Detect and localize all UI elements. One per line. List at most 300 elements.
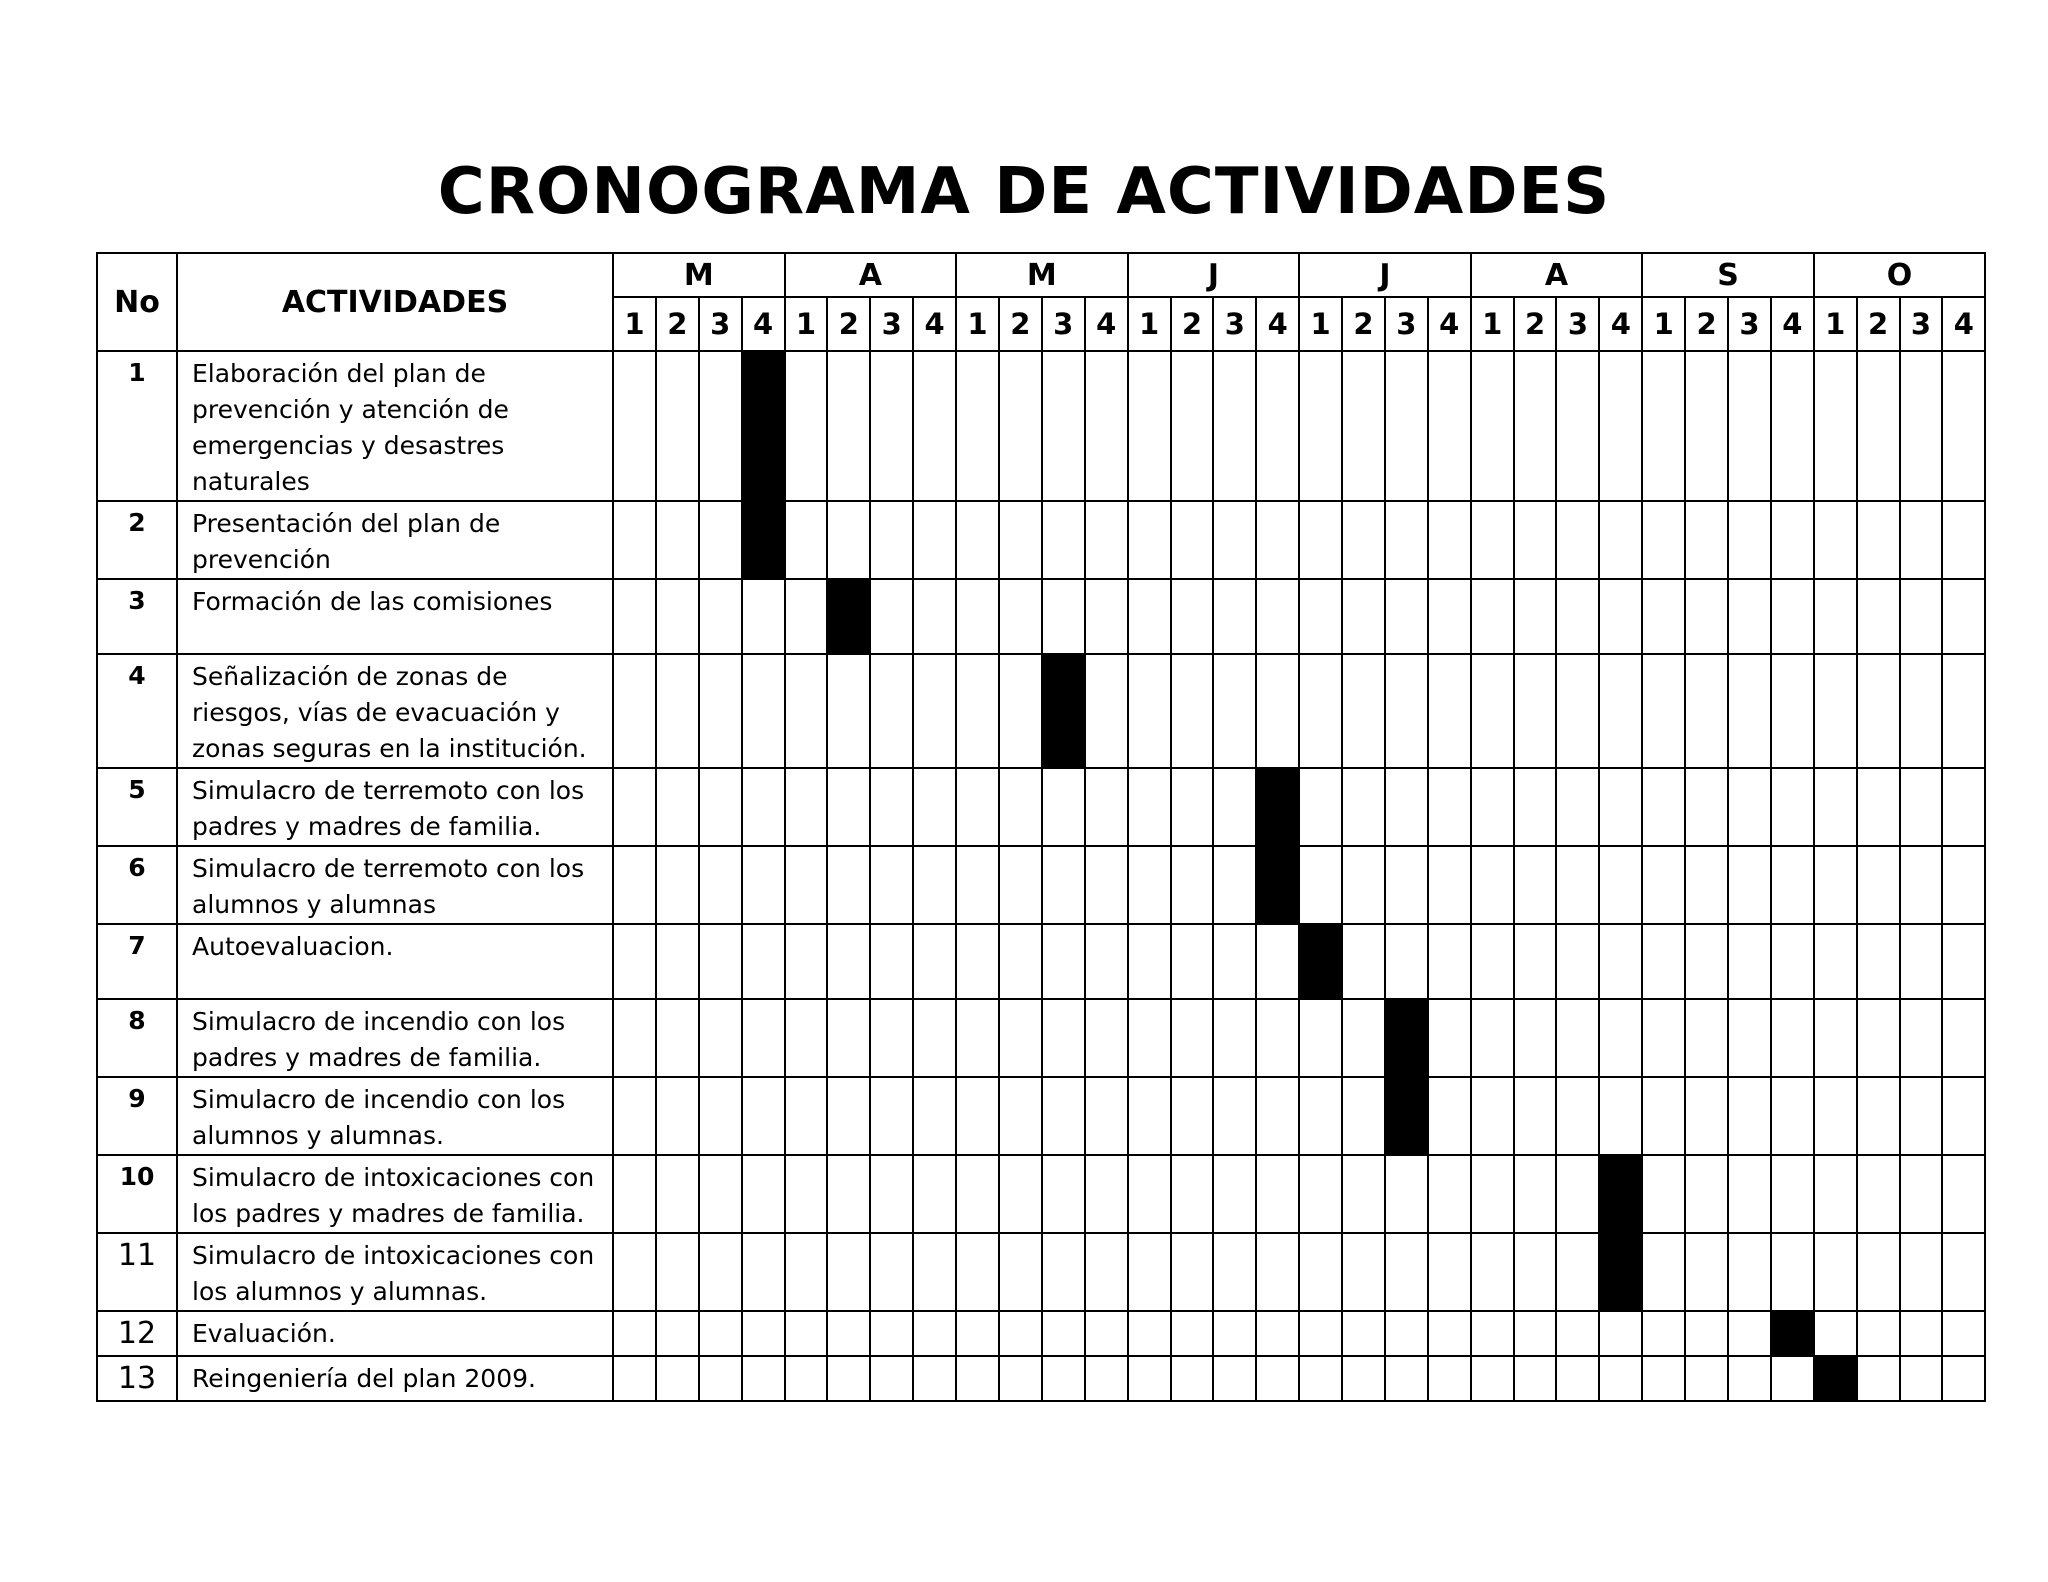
week-cell (785, 999, 828, 1077)
week-cell (1942, 501, 1985, 579)
week-cell (913, 501, 956, 579)
week-cell (1299, 1356, 1342, 1401)
week-cell (1514, 654, 1557, 768)
week-cell (699, 1155, 742, 1233)
week-cell (1385, 1356, 1428, 1401)
week-cell (1085, 501, 1128, 579)
week-cell (1900, 999, 1943, 1077)
week-cell (956, 1233, 999, 1311)
week-cell (1771, 768, 1814, 846)
week-cell (956, 1155, 999, 1233)
week-cell (1556, 999, 1599, 1077)
week-header: 2 (1514, 297, 1557, 351)
week-cell (1642, 768, 1685, 846)
scheduled-week-cell (1814, 1356, 1857, 1401)
week-cell (1428, 924, 1471, 999)
week-cell (913, 1233, 956, 1311)
week-cell (1900, 1356, 1943, 1401)
week-cell (1857, 1356, 1900, 1401)
week-cell (785, 501, 828, 579)
week-cell (1771, 1233, 1814, 1311)
week-cell (1771, 846, 1814, 924)
table-row (97, 924, 1985, 999)
week-cell (1471, 654, 1514, 768)
week-cell (1342, 846, 1385, 924)
week-cell (1342, 999, 1385, 1077)
week-cell (742, 654, 785, 768)
week-cell (999, 924, 1042, 999)
scheduled-week-cell (1299, 924, 1342, 999)
activity-name: Simulacro de terremoto con los padres y madres de familia. (177, 768, 613, 846)
week-cell (1171, 999, 1214, 1077)
week-cell (742, 846, 785, 924)
week-cell (613, 768, 656, 846)
week-cell (827, 501, 870, 579)
week-cell (1085, 768, 1128, 846)
week-cell (613, 1233, 656, 1311)
week-cell (1299, 501, 1342, 579)
week-cell (1857, 351, 1900, 501)
week-cell (613, 846, 656, 924)
week-cell (1814, 351, 1857, 501)
week-cell (1171, 846, 1214, 924)
week-cell (870, 1077, 913, 1155)
week-cell (1171, 579, 1214, 654)
week-cell (1642, 351, 1685, 501)
week-cell (1942, 579, 1985, 654)
week-header: 3 (1900, 297, 1943, 351)
week-cell (1514, 1077, 1557, 1155)
week-header: 3 (1385, 297, 1428, 351)
activity-name: Señalización de zonas de riesgos, vías de evacuación y zonas seguras en la institución. (177, 654, 613, 768)
week-cell (1128, 768, 1171, 846)
scheduled-week-cell (1599, 1155, 1642, 1233)
week-cell (870, 654, 913, 768)
week-cell (1042, 1356, 1085, 1401)
week-header: 2 (1857, 297, 1900, 351)
week-cell (1556, 579, 1599, 654)
week-cell (1900, 1311, 1943, 1356)
activity-name: Simulacro de terremoto con los alumnos y alumnas (177, 846, 613, 924)
week-cell (1514, 768, 1557, 846)
week-cell (1771, 351, 1814, 501)
week-cell (1814, 924, 1857, 999)
week-cell (913, 999, 956, 1077)
week-cell (1471, 351, 1514, 501)
week-cell (1642, 654, 1685, 768)
week-cell (1728, 654, 1771, 768)
week-cell (1642, 999, 1685, 1077)
week-header: 1 (785, 297, 828, 351)
week-cell (1556, 1356, 1599, 1401)
week-cell (827, 1155, 870, 1233)
week-cell (1685, 1311, 1728, 1356)
week-cell (1857, 1233, 1900, 1311)
week-cell (1599, 1311, 1642, 1356)
week-cell (1556, 846, 1599, 924)
week-cell (1599, 999, 1642, 1077)
week-cell (1685, 1155, 1728, 1233)
week-cell (1471, 1233, 1514, 1311)
scheduled-week-cell (742, 351, 785, 501)
week-cell (956, 1077, 999, 1155)
row-number: 11 (97, 1233, 177, 1311)
week-cell (1514, 1155, 1557, 1233)
week-cell (1599, 846, 1642, 924)
week-cell (1428, 1356, 1471, 1401)
week-cell (1299, 846, 1342, 924)
week-cell (870, 501, 913, 579)
week-cell (1385, 501, 1428, 579)
week-cell (1042, 1311, 1085, 1356)
week-cell (1428, 999, 1471, 1077)
week-cell (1514, 351, 1557, 501)
week-cell (656, 1233, 699, 1311)
table-row (97, 654, 1985, 768)
scheduled-week-cell (1599, 1233, 1642, 1311)
week-cell (1299, 1077, 1342, 1155)
week-cell (1428, 1155, 1471, 1233)
week-cell (1685, 654, 1728, 768)
week-header: 1 (1814, 297, 1857, 351)
week-cell (1857, 768, 1900, 846)
week-cell (613, 501, 656, 579)
week-cell (1342, 351, 1385, 501)
table-row (97, 999, 1985, 1077)
scheduled-week-cell (742, 501, 785, 579)
row-number: 3 (97, 579, 177, 654)
week-cell (742, 1356, 785, 1401)
week-cell (1685, 999, 1728, 1077)
week-cell (1299, 351, 1342, 501)
row-number: 13 (97, 1356, 177, 1401)
week-cell (999, 654, 1042, 768)
scheduled-week-cell (1771, 1311, 1814, 1356)
week-cell (1299, 1155, 1342, 1233)
week-cell (827, 1356, 870, 1401)
row-number: 5 (97, 768, 177, 846)
week-cell (656, 1311, 699, 1356)
activity-name: Elaboración del plan de prevención y atención de emergencias y desastres naturales (177, 351, 613, 501)
week-cell (1385, 924, 1428, 999)
week-cell (1171, 654, 1214, 768)
week-cell (656, 351, 699, 501)
table-row (97, 1077, 1985, 1155)
week-cell (613, 1077, 656, 1155)
week-cell (656, 1077, 699, 1155)
week-cell (1256, 1077, 1299, 1155)
week-cell (999, 1356, 1042, 1401)
week-cell (1814, 654, 1857, 768)
week-cell (1042, 846, 1085, 924)
row-number: 7 (97, 924, 177, 999)
no-header: No (97, 253, 177, 351)
week-cell (1685, 768, 1728, 846)
week-cell (1428, 351, 1471, 501)
scheduled-week-cell (1385, 999, 1428, 1077)
week-cell (1857, 999, 1900, 1077)
week-cell (1900, 1233, 1943, 1311)
week-cell (913, 1311, 956, 1356)
week-cell (1642, 1077, 1685, 1155)
week-cell (1514, 1311, 1557, 1356)
week-cell (699, 1356, 742, 1401)
week-cell (1900, 768, 1943, 846)
activities-header: ACTIVIDADES (177, 253, 613, 351)
week-cell (1042, 1077, 1085, 1155)
week-cell (1771, 999, 1814, 1077)
month-header: J (1299, 253, 1471, 297)
month-header: A (1471, 253, 1643, 297)
week-cell (1171, 768, 1214, 846)
week-cell (1428, 1233, 1471, 1311)
week-cell (1857, 501, 1900, 579)
week-cell (870, 924, 913, 999)
week-cell (1085, 1356, 1128, 1401)
week-cell (699, 501, 742, 579)
week-header: 4 (1771, 297, 1814, 351)
week-cell (1128, 1311, 1171, 1356)
week-cell (1128, 351, 1171, 501)
week-cell (1042, 501, 1085, 579)
week-cell (827, 768, 870, 846)
week-cell (1514, 999, 1557, 1077)
week-cell (1085, 654, 1128, 768)
week-cell (1256, 654, 1299, 768)
week-cell (999, 1077, 1042, 1155)
week-cell (1385, 1233, 1428, 1311)
week-cell (785, 351, 828, 501)
row-number: 9 (97, 1077, 177, 1155)
week-cell (1256, 1155, 1299, 1233)
week-cell (1385, 768, 1428, 846)
week-cell (1771, 924, 1814, 999)
week-cell (1942, 654, 1985, 768)
week-cell (1857, 654, 1900, 768)
week-cell (1685, 846, 1728, 924)
week-cell (1942, 1311, 1985, 1356)
week-cell (699, 1077, 742, 1155)
week-cell (1900, 501, 1943, 579)
week-header: 4 (1256, 297, 1299, 351)
week-cell (956, 1356, 999, 1401)
week-cell (1428, 1311, 1471, 1356)
week-cell (1299, 654, 1342, 768)
week-cell (1556, 1077, 1599, 1155)
week-cell (1428, 846, 1471, 924)
week-cell (742, 768, 785, 846)
week-cell (1685, 501, 1728, 579)
week-header: 3 (870, 297, 913, 351)
week-cell (999, 846, 1042, 924)
week-cell (1942, 846, 1985, 924)
week-cell (656, 1356, 699, 1401)
week-cell (785, 846, 828, 924)
week-cell (1171, 1311, 1214, 1356)
month-header: O (1814, 253, 1986, 297)
week-cell (1642, 1311, 1685, 1356)
week-cell (1471, 1077, 1514, 1155)
week-header: 4 (1428, 297, 1471, 351)
week-cell (870, 1356, 913, 1401)
week-cell (699, 924, 742, 999)
week-cell (1085, 1155, 1128, 1233)
week-cell (1256, 924, 1299, 999)
week-cell (656, 654, 699, 768)
week-cell (1728, 1155, 1771, 1233)
activity-name: Formación de las comisiones (177, 579, 613, 654)
week-cell (1771, 501, 1814, 579)
week-cell (1599, 501, 1642, 579)
week-cell (1428, 579, 1471, 654)
week-header: 1 (1471, 297, 1514, 351)
week-cell (827, 999, 870, 1077)
scheduled-week-cell (1385, 1077, 1428, 1155)
week-cell (1599, 351, 1642, 501)
week-cell (699, 1233, 742, 1311)
week-cell (827, 654, 870, 768)
week-cell (870, 768, 913, 846)
week-cell (1128, 501, 1171, 579)
activity-name: Simulacro de intoxicaciones con los padres y madres de familia. (177, 1155, 613, 1233)
week-cell (656, 999, 699, 1077)
week-cell (1942, 1356, 1985, 1401)
week-cell (1514, 579, 1557, 654)
row-number: 4 (97, 654, 177, 768)
week-cell (1771, 1155, 1814, 1233)
scheduled-week-cell (1256, 846, 1299, 924)
week-cell (1728, 999, 1771, 1077)
week-cell (1556, 351, 1599, 501)
week-header: 3 (1556, 297, 1599, 351)
week-header: 2 (1685, 297, 1728, 351)
week-cell (742, 579, 785, 654)
week-cell (956, 501, 999, 579)
table-row (97, 579, 1985, 654)
activity-name: Simulacro de incendio con los alumnos y alumnas. (177, 1077, 613, 1155)
week-cell (1128, 1356, 1171, 1401)
week-cell (1256, 1233, 1299, 1311)
week-cell (1471, 501, 1514, 579)
week-header: 2 (827, 297, 870, 351)
week-cell (956, 924, 999, 999)
table-row (97, 846, 1985, 924)
week-cell (1342, 1077, 1385, 1155)
week-cell (1900, 654, 1943, 768)
week-cell (1900, 1077, 1943, 1155)
week-cell (742, 1233, 785, 1311)
week-cell (1385, 351, 1428, 501)
week-cell (785, 768, 828, 846)
week-cell (999, 1233, 1042, 1311)
week-cell (1728, 1233, 1771, 1311)
week-cell (1256, 1356, 1299, 1401)
week-cell (1685, 1233, 1728, 1311)
week-cell (913, 768, 956, 846)
week-cell (785, 1233, 828, 1311)
week-cell (870, 579, 913, 654)
week-cell (1857, 1077, 1900, 1155)
week-cell (956, 654, 999, 768)
week-cell (870, 1155, 913, 1233)
week-cell (1042, 1155, 1085, 1233)
week-header: 3 (1042, 297, 1085, 351)
week-cell (1814, 1311, 1857, 1356)
week-cell (1342, 1155, 1385, 1233)
week-cell (699, 351, 742, 501)
week-cell (1728, 351, 1771, 501)
week-cell (1771, 579, 1814, 654)
week-cell (1556, 501, 1599, 579)
week-cell (1814, 579, 1857, 654)
week-cell (1514, 846, 1557, 924)
week-cell (1642, 1233, 1685, 1311)
week-cell (870, 999, 913, 1077)
week-cell (1857, 579, 1900, 654)
week-cell (1213, 924, 1256, 999)
week-header: 4 (1085, 297, 1128, 351)
week-header: 4 (1942, 297, 1985, 351)
activity-name: Reingeniería del plan 2009. (177, 1356, 613, 1401)
week-cell (1342, 768, 1385, 846)
week-cell (1814, 501, 1857, 579)
week-cell (1085, 846, 1128, 924)
week-cell (1728, 1311, 1771, 1356)
week-cell (1471, 846, 1514, 924)
week-cell (1728, 924, 1771, 999)
week-cell (1256, 999, 1299, 1077)
week-cell (1171, 1356, 1214, 1401)
row-number: 2 (97, 501, 177, 579)
week-cell (1471, 579, 1514, 654)
week-cell (1342, 1233, 1385, 1311)
week-cell (1342, 1356, 1385, 1401)
week-cell (999, 351, 1042, 501)
week-header: 1 (956, 297, 999, 351)
row-number: 12 (97, 1311, 177, 1356)
week-cell (1685, 1356, 1728, 1401)
week-cell (613, 999, 656, 1077)
week-cell (1299, 579, 1342, 654)
month-header: J (1128, 253, 1300, 297)
week-cell (1599, 768, 1642, 846)
week-header: 4 (1599, 297, 1642, 351)
week-cell (999, 1155, 1042, 1233)
week-cell (1085, 579, 1128, 654)
week-cell (1942, 1077, 1985, 1155)
week-cell (1900, 579, 1943, 654)
week-cell (742, 1077, 785, 1155)
week-cell (1428, 1077, 1471, 1155)
week-cell (1428, 501, 1471, 579)
week-cell (1428, 768, 1471, 846)
week-cell (1471, 1155, 1514, 1233)
week-cell (1642, 579, 1685, 654)
week-cell (1556, 1233, 1599, 1311)
week-cell (613, 351, 656, 501)
week-cell (656, 924, 699, 999)
week-cell (1042, 999, 1085, 1077)
week-header: 1 (613, 297, 656, 351)
week-cell (1042, 924, 1085, 999)
week-cell (1085, 924, 1128, 999)
week-cell (1942, 351, 1985, 501)
week-cell (1128, 846, 1171, 924)
week-cell (999, 501, 1042, 579)
week-cell (1728, 579, 1771, 654)
row-number: 8 (97, 999, 177, 1077)
week-cell (1171, 1077, 1214, 1155)
